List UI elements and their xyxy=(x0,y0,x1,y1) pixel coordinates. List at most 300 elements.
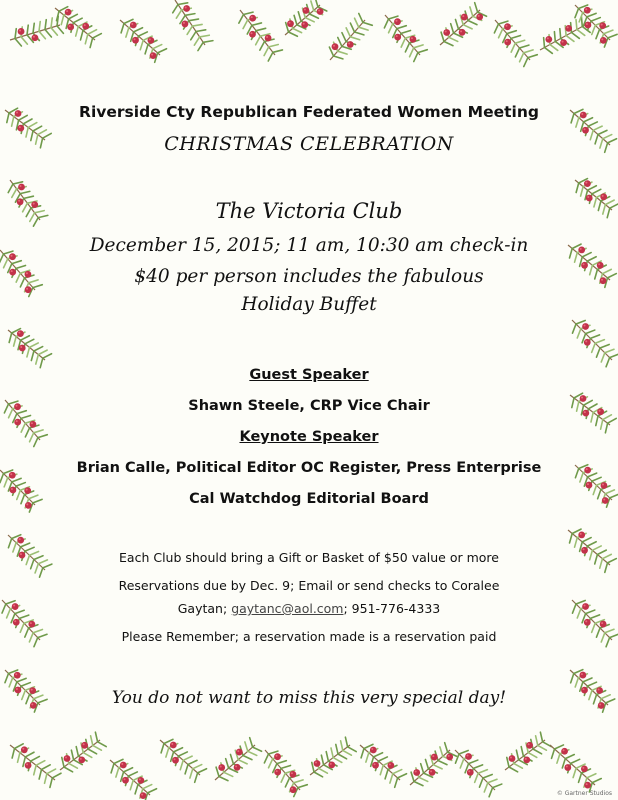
evergreen-sprig xyxy=(455,750,502,797)
berry-highlight xyxy=(139,778,141,780)
berry-highlight xyxy=(430,770,432,772)
berry-highlight xyxy=(445,30,447,32)
berry-highlight xyxy=(134,38,136,40)
sprig-needle xyxy=(269,45,279,47)
sprig-needle xyxy=(590,335,599,339)
sprig-needle xyxy=(438,761,447,765)
sprig-needle xyxy=(596,30,600,39)
sprig-needle xyxy=(350,23,354,32)
sprig-needle xyxy=(398,774,407,778)
evergreen-sprig xyxy=(540,17,590,54)
sprig-needle xyxy=(268,52,273,61)
sprig-needle xyxy=(34,347,43,351)
sprig-needle xyxy=(489,788,493,797)
reservations-line-1: Reservations due by Dec. 9; Email or send checks to Coralee xyxy=(118,578,500,593)
sprig-needle xyxy=(455,19,458,28)
sprig-needle xyxy=(366,753,369,762)
sprig-needle xyxy=(243,20,248,29)
sprig-needle xyxy=(71,750,73,760)
red-berry xyxy=(545,36,552,43)
sprig-needle xyxy=(343,750,352,755)
sprig-needle xyxy=(418,50,427,53)
berry-highlight xyxy=(84,24,86,26)
red-berry xyxy=(347,41,354,48)
sprig-needle xyxy=(401,30,410,33)
sprig-needle xyxy=(459,750,468,754)
keynote-speaker-line-2: Cal Watchdog Editorial Board xyxy=(189,491,429,507)
sprig-needle xyxy=(45,20,46,30)
berry-highlight xyxy=(396,20,398,22)
red-berry xyxy=(265,35,272,42)
sprig-needle xyxy=(90,38,92,48)
sprig-needle xyxy=(571,759,580,763)
sprig-needle xyxy=(348,747,357,752)
berry-highlight xyxy=(567,26,569,28)
berry-highlight xyxy=(566,766,568,768)
berry-highlight xyxy=(581,673,583,675)
sprig-needle xyxy=(520,45,529,48)
sprig-needle xyxy=(543,742,552,747)
sprig-needle xyxy=(363,22,372,25)
sprig-needle xyxy=(557,754,560,763)
sprig-needle xyxy=(601,420,603,430)
sprig-needle xyxy=(572,33,580,39)
red-berry xyxy=(13,619,20,626)
sprig-needle xyxy=(355,18,359,27)
sprig-needle xyxy=(135,785,138,794)
sprig-needle xyxy=(203,41,213,43)
evergreen-sprig xyxy=(494,20,537,67)
sprig-needle xyxy=(239,15,244,24)
sprig-needle xyxy=(384,19,388,28)
reminder-note: Please Remember; a reservation made is a reservation paid xyxy=(121,629,497,644)
sprig-needle xyxy=(583,678,592,682)
sprig-needle xyxy=(64,767,73,772)
sprig-needle xyxy=(16,483,25,487)
sprig-needle xyxy=(226,759,229,768)
red-berry xyxy=(370,747,377,754)
sprig-needle xyxy=(8,539,11,548)
sprig-needle xyxy=(608,34,617,38)
sprig-needle xyxy=(333,758,342,763)
sprig-needle xyxy=(52,773,61,778)
sprig-needle xyxy=(514,763,523,768)
sprig-needle xyxy=(153,45,162,49)
sprig-needle xyxy=(34,765,36,775)
sprig-needle xyxy=(50,778,52,788)
sprig-needle xyxy=(27,347,30,357)
venue-name: The Victoria Club xyxy=(215,199,403,223)
sprig-needle xyxy=(252,23,262,25)
sprig-needle xyxy=(479,778,483,787)
sprig-needle xyxy=(88,30,97,35)
red-berry xyxy=(301,21,308,28)
red-berry xyxy=(561,748,568,755)
sprig-needle xyxy=(606,358,610,367)
red-berry xyxy=(170,742,177,749)
berry-highlight xyxy=(14,620,16,622)
sprig-needle xyxy=(338,51,347,54)
red-berry xyxy=(234,764,241,771)
sprig-needle xyxy=(126,28,129,37)
sprig-needle xyxy=(538,745,547,750)
sprig-needle xyxy=(193,765,202,769)
sprig-needle xyxy=(9,678,13,687)
berry-highlight xyxy=(563,749,565,751)
berry-highlight xyxy=(185,6,187,8)
sprig-stem xyxy=(60,740,100,770)
sprig-needle xyxy=(460,759,464,768)
sprig-needle xyxy=(524,50,533,53)
sprig-needle xyxy=(14,337,17,347)
berry-highlight xyxy=(318,9,320,11)
sprig-needle xyxy=(260,42,265,51)
organization-line: Riverside Cty Republican Federated Women Meeting xyxy=(79,103,539,121)
sprig-needle xyxy=(187,26,192,34)
sprig-needle xyxy=(393,770,402,774)
evergreen-sprig xyxy=(160,739,207,782)
sprig-needle xyxy=(579,773,582,782)
sprig-needle xyxy=(565,755,574,759)
red-berry xyxy=(476,14,483,21)
sprig-needle xyxy=(188,760,197,764)
evergreen-sprig xyxy=(440,3,487,46)
red-berry xyxy=(394,34,401,41)
sprig-needle xyxy=(587,13,596,17)
red-berry xyxy=(509,755,516,762)
sprig-needle xyxy=(593,126,602,130)
sprig-needle xyxy=(463,25,472,29)
sprig-needle xyxy=(31,756,40,761)
sprig-needle xyxy=(124,768,133,772)
sprig-needle xyxy=(190,769,193,778)
berry-highlight xyxy=(547,37,549,39)
sprig-needle xyxy=(15,39,21,46)
berry-highlight xyxy=(584,128,586,130)
event-title: CHRISTMAS CELEBRATION xyxy=(164,133,454,155)
red-berry xyxy=(461,14,468,21)
sprig-needle xyxy=(98,742,107,747)
red-berry xyxy=(584,339,591,346)
sprig-needle xyxy=(4,478,8,487)
sprig-needle xyxy=(577,329,581,338)
berry-highlight xyxy=(131,23,133,25)
berry-highlight xyxy=(304,9,306,11)
berry-highlight xyxy=(11,488,13,490)
red-berry xyxy=(600,621,607,628)
sprig-needle xyxy=(575,678,578,687)
berry-highlight xyxy=(291,772,293,774)
sprig-needle xyxy=(414,53,418,62)
berry-highlight xyxy=(584,324,586,326)
sprig-needle xyxy=(445,743,448,752)
sprig-needle xyxy=(183,756,192,760)
red-berry xyxy=(431,754,438,761)
sprig-needle xyxy=(269,759,273,768)
red-berry xyxy=(600,37,607,44)
sprig-needle xyxy=(566,36,574,42)
sprig-needle xyxy=(410,48,414,57)
berry-highlight xyxy=(333,45,335,47)
sprig-needle xyxy=(161,744,164,753)
sprig-needle xyxy=(195,773,198,782)
berry-highlight xyxy=(396,35,398,37)
berry-highlight xyxy=(525,758,527,760)
berry-highlight xyxy=(601,622,603,624)
sprig-needle xyxy=(570,534,573,543)
sprig-needle xyxy=(45,774,47,784)
berry-highlight xyxy=(601,38,603,40)
berry-highlight xyxy=(83,743,85,745)
sprig-needle xyxy=(95,732,97,742)
sprig-needle xyxy=(200,35,210,37)
red-berry xyxy=(249,15,256,22)
red-berry xyxy=(523,757,530,764)
sprig-needle xyxy=(470,7,473,16)
evergreen-sprig xyxy=(60,732,106,772)
sprig-needle xyxy=(238,760,247,764)
sprig-stem xyxy=(550,745,595,785)
sprig-needle xyxy=(315,0,318,7)
sprig-needle xyxy=(575,9,579,18)
sprig-needle xyxy=(194,37,199,45)
berry-highlight xyxy=(586,783,588,785)
berry-highlight xyxy=(30,622,32,624)
sprig-needle xyxy=(359,13,363,22)
sprig-needle xyxy=(342,33,346,42)
sprig-needle xyxy=(331,748,333,758)
berry-highlight xyxy=(585,340,587,342)
sprig-needle xyxy=(285,778,289,787)
sprig-needle xyxy=(610,354,618,358)
sprig-needle xyxy=(587,257,596,261)
sprig-needle xyxy=(515,40,524,43)
sprig-needle xyxy=(45,30,51,37)
red-berry xyxy=(565,25,572,32)
evergreen-sprig xyxy=(550,745,601,792)
berry-highlight xyxy=(26,288,28,290)
red-berry xyxy=(314,760,321,767)
price-line-2: Holiday Buffet xyxy=(241,294,377,315)
sprig-stem xyxy=(572,320,612,360)
berry-highlight xyxy=(20,346,22,348)
sprig-needle xyxy=(380,765,383,774)
sprig-needle xyxy=(9,333,12,343)
sprig-needle xyxy=(43,354,52,358)
sprig-needle xyxy=(592,779,601,783)
berry-highlight xyxy=(562,41,564,43)
sprig-needle xyxy=(39,22,40,32)
berry-highlight xyxy=(26,763,28,765)
sprig-needle xyxy=(414,45,423,48)
evergreen-sprig xyxy=(55,7,101,48)
red-berry xyxy=(465,753,472,760)
red-berry xyxy=(140,792,147,799)
red-berry xyxy=(372,762,379,769)
red-berry xyxy=(459,29,466,36)
sprig-stem xyxy=(310,745,350,775)
sprig-needle xyxy=(12,261,21,264)
berry-highlight xyxy=(411,37,413,39)
price-line-1: $40 per person includes the fabulous xyxy=(134,266,484,287)
red-berry xyxy=(394,18,401,25)
red-berry xyxy=(274,769,281,776)
sprig-needle xyxy=(174,748,183,752)
sprig-needle xyxy=(587,542,596,546)
red-berry xyxy=(302,7,309,14)
sprig-needle xyxy=(25,339,34,343)
red-berry xyxy=(582,323,589,330)
red-berry xyxy=(25,286,32,293)
reservations-phone: ; 951-776-4333 xyxy=(343,601,441,616)
sprig-needle xyxy=(12,478,21,482)
red-berry xyxy=(585,22,592,29)
berry-highlight xyxy=(587,196,589,198)
berry-highlight xyxy=(432,755,434,757)
sprig-needle xyxy=(389,24,393,33)
sprig-needle xyxy=(581,187,584,197)
sprig-needle xyxy=(414,782,423,786)
berry-highlight xyxy=(80,758,82,760)
evergreen-sprig xyxy=(575,5,617,47)
sprig-needle xyxy=(528,753,537,758)
sprig-needle xyxy=(444,42,453,46)
berry-highlight xyxy=(510,757,512,759)
red-berry xyxy=(32,34,39,41)
sprig-needle xyxy=(8,184,13,193)
sprig-needle xyxy=(493,784,502,788)
sprig-needle xyxy=(191,32,196,40)
sprig-needle xyxy=(577,30,585,36)
red-berry xyxy=(65,9,72,16)
red-berry xyxy=(504,23,511,30)
sprig-needle xyxy=(85,34,87,44)
artist-credit: © Gartner Studios xyxy=(556,790,612,797)
berry-highlight xyxy=(374,763,376,765)
sprig-needle xyxy=(39,770,41,780)
sprig-needle xyxy=(554,32,555,42)
evergreen-sprig xyxy=(10,744,61,788)
berry-highlight xyxy=(586,23,588,25)
berry-highlight xyxy=(276,755,278,757)
sprig-needle xyxy=(595,340,604,344)
sprig-needle xyxy=(591,18,600,22)
berry-highlight xyxy=(389,763,391,765)
red-berry xyxy=(584,782,591,789)
sprig-needle xyxy=(586,330,595,334)
sprig-needle xyxy=(289,32,298,36)
red-berry xyxy=(290,771,297,778)
sprig-needle xyxy=(91,736,93,746)
berry-highlight xyxy=(582,767,584,769)
sprig-needle xyxy=(603,415,612,420)
berry-highlight xyxy=(171,743,173,745)
sprig-needle xyxy=(273,50,283,52)
sprig-needle xyxy=(336,744,338,754)
berry-highlight xyxy=(22,748,24,750)
sprig-needle xyxy=(341,741,343,751)
sprig-needle xyxy=(148,789,157,793)
sprig-needle xyxy=(294,780,303,783)
red-berry xyxy=(82,23,89,30)
berry-highlight xyxy=(251,16,253,18)
berry-highlight xyxy=(19,126,21,128)
sprig-needle xyxy=(248,751,257,755)
berry-highlight xyxy=(602,484,604,486)
sprig-needle xyxy=(359,27,368,30)
red-berry xyxy=(599,22,606,29)
berry-highlight xyxy=(601,24,603,26)
sprig-needle xyxy=(440,747,443,756)
red-berry xyxy=(579,672,586,679)
berry-highlight xyxy=(220,765,222,767)
red-berry xyxy=(236,749,243,756)
sprig-needle xyxy=(12,749,14,759)
red-berry xyxy=(64,755,71,762)
berry-highlight xyxy=(20,185,22,187)
red-berry xyxy=(387,762,394,769)
sprig-needle xyxy=(245,742,248,751)
sprig-needle xyxy=(596,348,600,357)
sprig-needle xyxy=(69,14,78,19)
sprig-needle xyxy=(185,14,195,16)
sprig-needle xyxy=(69,763,78,768)
berry-highlight xyxy=(266,36,268,38)
evergreen-sprig xyxy=(329,13,372,60)
sprig-needle xyxy=(499,29,503,38)
reservations-email-link[interactable]: gaytanc@aol.com xyxy=(231,601,344,616)
red-berry xyxy=(317,8,324,15)
sprig-needle xyxy=(385,770,388,779)
sprig-needle xyxy=(121,24,124,33)
sprig-needle xyxy=(540,732,542,742)
berry-highlight xyxy=(348,42,350,44)
red-berry xyxy=(274,753,281,760)
reservations-line-2 xyxy=(0,601,618,616)
sprig-needle xyxy=(468,21,477,25)
berry-highlight xyxy=(237,750,239,752)
sprig-needle xyxy=(230,754,233,763)
sprig-needle xyxy=(244,12,254,14)
sprig-needle xyxy=(253,747,262,751)
berry-highlight xyxy=(65,757,67,759)
berry-highlight xyxy=(583,263,585,265)
red-berry xyxy=(18,28,25,35)
sprig-needle xyxy=(401,38,405,47)
sprig-needle xyxy=(18,753,20,763)
sprig-needle xyxy=(573,768,576,777)
sprig-needle xyxy=(298,12,301,21)
closing-line: You do not want to miss this very special day! xyxy=(111,688,507,708)
berry-highlight xyxy=(151,54,153,56)
berry-highlight xyxy=(121,763,123,765)
sprig-needle xyxy=(21,543,30,547)
red-berry xyxy=(21,746,28,753)
berry-highlight xyxy=(598,263,600,265)
berry-highlight xyxy=(506,40,508,42)
berry-highlight xyxy=(235,765,237,767)
sprig-needle xyxy=(31,351,34,361)
berry-highlight xyxy=(288,22,290,24)
sprig-needle xyxy=(61,15,63,25)
berry-highlight xyxy=(19,29,21,31)
keynote-speaker-line-1: Brian Calle, Political Editor OC Register, Press Enterprise xyxy=(76,460,542,476)
evergreen-sprig xyxy=(264,750,307,797)
sprig-stem xyxy=(10,745,55,780)
berry-highlight xyxy=(303,23,305,25)
red-berry xyxy=(287,20,294,27)
sprig-needle xyxy=(311,1,314,10)
